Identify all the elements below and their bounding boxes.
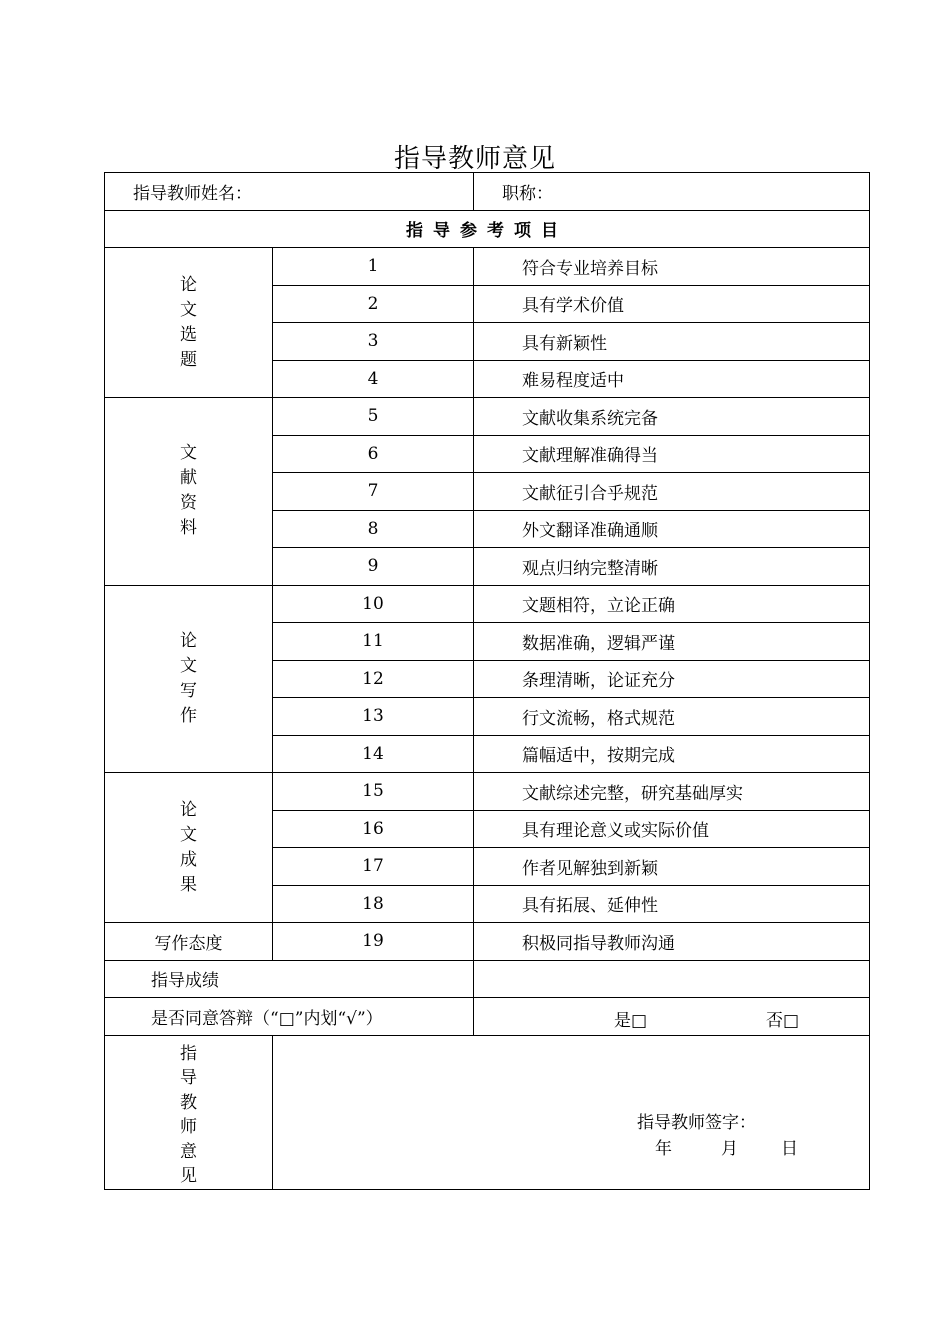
item-description: 观点归纳完整清晰 — [474, 548, 870, 586]
item-description: 具有理论意义或实际价值 — [474, 810, 870, 848]
item-number: 10 — [273, 585, 474, 623]
item-number: 3 — [273, 323, 474, 361]
teacher-name-label: 指导教师姓名： — [133, 183, 252, 204]
item-description: 文题相符，立论正确 — [474, 585, 870, 623]
grade-label: 指导成绩 — [105, 960, 474, 998]
defense-agree-label: 是否同意答辩（“□”内划“√”） — [105, 998, 474, 1036]
item-description: 作者见解独到新颖 — [474, 848, 870, 886]
teacher-name-field[interactable] — [105, 173, 474, 211]
item-description: 具有拓展、延伸性 — [474, 885, 870, 923]
item-description: 篇幅适中，按期完成 — [474, 735, 870, 773]
date-month: 月 — [721, 1138, 738, 1159]
item-number: 2 — [273, 285, 474, 323]
group-label-cell — [105, 585, 273, 773]
item-number: 18 — [273, 885, 474, 923]
item-number: 4 — [273, 360, 474, 398]
item-number: 17 — [273, 848, 474, 886]
opinion-label-cell — [105, 1035, 273, 1189]
criteria-row — [105, 773, 870, 811]
item-description: 文献理解准确得当 — [474, 435, 870, 473]
group-label: 论文成果 — [180, 799, 197, 895]
signature-label: 指导教师签字： — [637, 1112, 756, 1133]
opinion-label: 指导教师意见 — [180, 1043, 197, 1186]
date-day: 日 — [781, 1138, 798, 1159]
item-number: 7 — [273, 473, 474, 511]
item-number: 11 — [273, 623, 474, 661]
header-row — [105, 173, 870, 211]
item-description: 文献收集系统完备 — [474, 398, 870, 436]
form-body — [105, 173, 870, 1190]
item-description: 数据准确，逻辑严谨 — [474, 623, 870, 661]
group-label: 论文选题 — [180, 274, 197, 370]
opinion-text-area[interactable] — [273, 1035, 870, 1189]
grade-row — [105, 960, 870, 998]
section-header-row — [105, 210, 870, 248]
item-description: 具有新颖性 — [474, 323, 870, 361]
group-label-cell — [105, 248, 273, 398]
item-number: 15 — [273, 773, 474, 811]
item-description: 文献综述完整，研究基础厚实 — [474, 773, 870, 811]
attitude-row — [105, 923, 870, 961]
defense-agree-row — [105, 998, 870, 1036]
item-number: 14 — [273, 735, 474, 773]
item-description: 难易程度适中 — [474, 360, 870, 398]
teacher-title-label: 职称： — [502, 183, 553, 204]
item-number: 1 — [273, 248, 474, 286]
yes-checkbox[interactable]: 是□ — [614, 1011, 648, 1031]
item-number: 5 — [273, 398, 474, 436]
criteria-row — [105, 398, 870, 436]
advisor-opinion-form — [104, 172, 870, 1190]
item-description: 行文流畅，格式规范 — [474, 698, 870, 736]
item-number: 19 — [273, 923, 474, 961]
criteria-row — [105, 585, 870, 623]
item-description: 积极同指导教师沟通 — [474, 923, 870, 961]
group-label-cell — [105, 773, 273, 923]
item-description: 符合专业培养目标 — [474, 248, 870, 286]
group-label: 文献资料 — [180, 443, 197, 539]
item-number: 12 — [273, 660, 474, 698]
attitude-label: 写作态度 — [105, 923, 273, 961]
criteria-row — [105, 248, 870, 286]
item-description: 外文翻译准确通顺 — [474, 510, 870, 548]
item-number: 8 — [273, 510, 474, 548]
page-title: 指导教师意见 — [393, 144, 556, 174]
opinion-row — [105, 1035, 870, 1189]
item-number: 13 — [273, 698, 474, 736]
group-label: 论文写作 — [180, 630, 197, 726]
item-description: 具有学术价值 — [474, 285, 870, 323]
item-number: 16 — [273, 810, 474, 848]
teacher-title-field[interactable] — [474, 173, 870, 211]
date-year: 年 — [655, 1138, 672, 1159]
item-description: 文献征引合乎规范 — [474, 473, 870, 511]
item-description: 条理清晰，论证充分 — [474, 660, 870, 698]
item-number: 9 — [273, 548, 474, 586]
item-number: 6 — [273, 435, 474, 473]
group-label-cell — [105, 398, 273, 586]
grade-input-cell[interactable] — [474, 960, 870, 998]
defense-agree-options — [474, 998, 870, 1036]
section-header: 指导参考项目 — [105, 210, 870, 248]
no-checkbox[interactable]: 否□ — [766, 1011, 800, 1031]
